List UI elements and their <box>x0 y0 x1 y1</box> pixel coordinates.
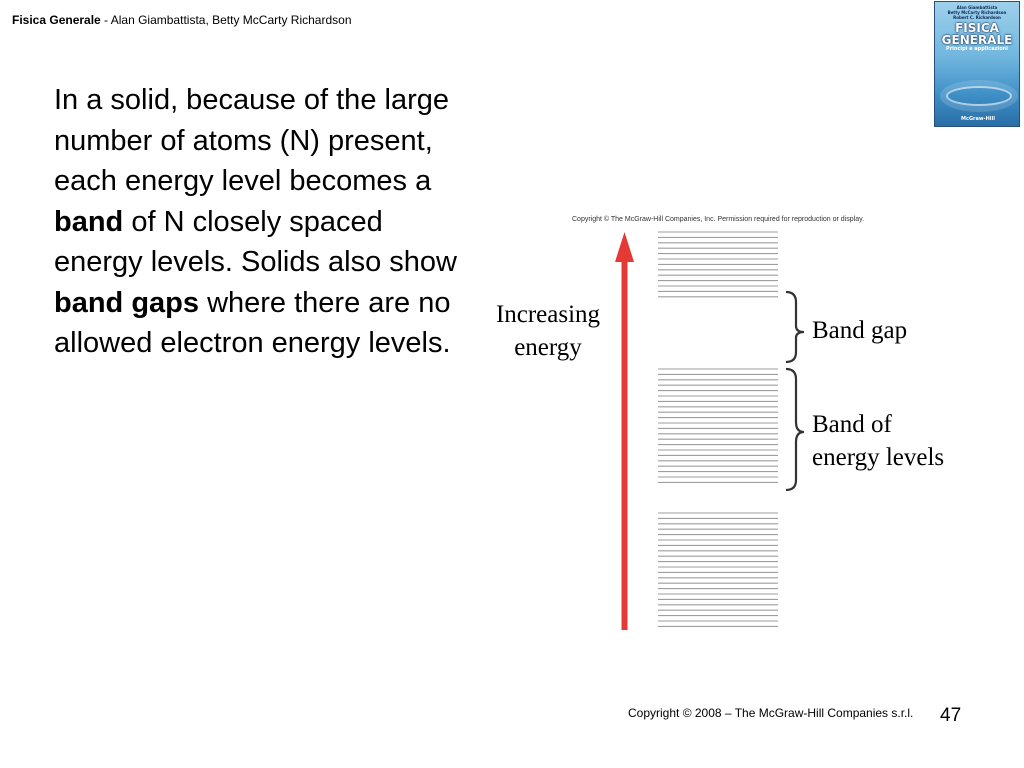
energy-band-brace <box>786 369 804 490</box>
book-authors: Alan Giambattista, Betty McCarty Richardson <box>110 13 352 27</box>
cover-publisher: McGraw-Hill <box>961 116 995 122</box>
energy-level-lines <box>658 232 778 626</box>
increasing-energy-arrow <box>615 232 634 630</box>
water-drop-ripple-icon <box>946 86 1012 106</box>
band-gap-label: Band gap <box>812 317 908 344</box>
header-separator: - <box>100 13 111 27</box>
slide-header <box>12 13 352 27</box>
cover-authors: Alan Giambattista Betty McCarty Richardson Robert C. Richardson <box>947 5 1007 20</box>
book-cover-thumbnail <box>934 1 1020 127</box>
increasing-energy-label: Increasing energy <box>495 301 601 361</box>
cover-title: FISICA GENERALE <box>941 21 1013 47</box>
band-gap-brace <box>786 292 804 362</box>
footer-copyright: Copyright © 2008 – The McGraw-Hill Companies s.r.l. <box>628 706 914 720</box>
page-number: 47 <box>940 705 962 726</box>
term-band-gaps: band gaps <box>54 286 200 319</box>
figure-copyright: Copyright © The McGraw-Hill Companies, Inc. Permission required for reproduction or display. <box>572 216 865 223</box>
band-of-energy-levels-label: Band of energy levels <box>812 411 945 471</box>
term-band: band <box>54 205 124 238</box>
cover-subtitle: Principi e applicazioni <box>946 46 1008 52</box>
energy-band-diagram <box>470 222 810 642</box>
slide-body-text: In a solid, because of the large number of atoms (N) present, each energy level becomes a band of N closely spaced energy levels. Solids also show band gaps where there are no allowed electron energy levels. <box>54 84 457 359</box>
book-title: Fisica Generale <box>12 13 101 27</box>
